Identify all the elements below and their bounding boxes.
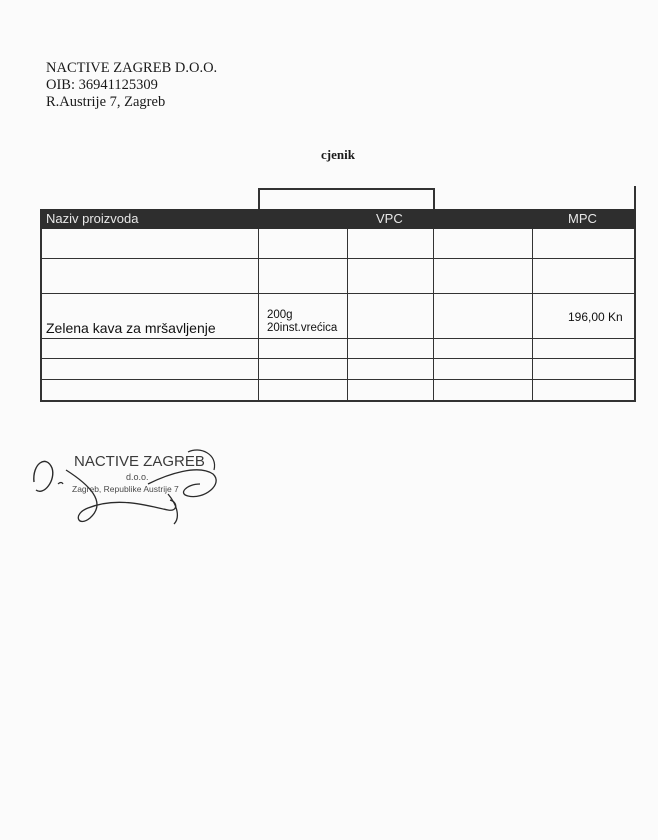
table-row-line bbox=[40, 358, 636, 359]
table-border-left bbox=[40, 229, 42, 401]
table-row-line bbox=[40, 379, 636, 380]
document-title: cjenik bbox=[321, 147, 355, 162]
table-bottom-line bbox=[40, 400, 636, 402]
table-row-line bbox=[40, 338, 636, 339]
company-oib: OIB: 36941125309 bbox=[46, 77, 158, 93]
stamp-address: Zagreb, Republike Austrije 7 bbox=[72, 484, 179, 494]
table-row-line bbox=[40, 293, 636, 294]
table-row-line bbox=[40, 258, 636, 259]
header-naziv: Naziv proizvoda bbox=[46, 211, 139, 226]
table-top-box-line bbox=[258, 188, 434, 190]
header-mpc: MPC bbox=[568, 211, 597, 226]
table-col-divider bbox=[532, 229, 533, 401]
table-col-divider bbox=[258, 229, 259, 401]
stamp-suffix: d.o.o. bbox=[126, 472, 149, 482]
table-col-divider bbox=[433, 229, 434, 401]
signature-graphic bbox=[28, 444, 238, 528]
table-top-box-left bbox=[258, 188, 260, 210]
company-header bbox=[46, 60, 217, 111]
product-mpc: 196,00 Kn bbox=[568, 310, 623, 324]
price-table bbox=[40, 188, 636, 402]
quantity-sachets: 20inst.vrećica bbox=[267, 322, 338, 334]
table-right-tick bbox=[634, 186, 636, 210]
company-stamp-signature bbox=[28, 444, 238, 528]
table-col-divider bbox=[347, 229, 348, 401]
product-name: Zelena kava za mršavljenje bbox=[46, 320, 216, 336]
table-border-right bbox=[634, 229, 636, 401]
product-quantity bbox=[267, 309, 337, 335]
table-top-box-right bbox=[433, 188, 435, 210]
company-address: R.Austrije 7, Zagreb bbox=[46, 94, 166, 110]
stamp-name: NACTIVE ZAGREB bbox=[74, 453, 205, 470]
quantity-weight: 200g bbox=[267, 309, 293, 321]
header-vpc: VPC bbox=[376, 211, 403, 226]
company-name: NACTIVE ZAGREB D.O.O. bbox=[46, 60, 218, 76]
